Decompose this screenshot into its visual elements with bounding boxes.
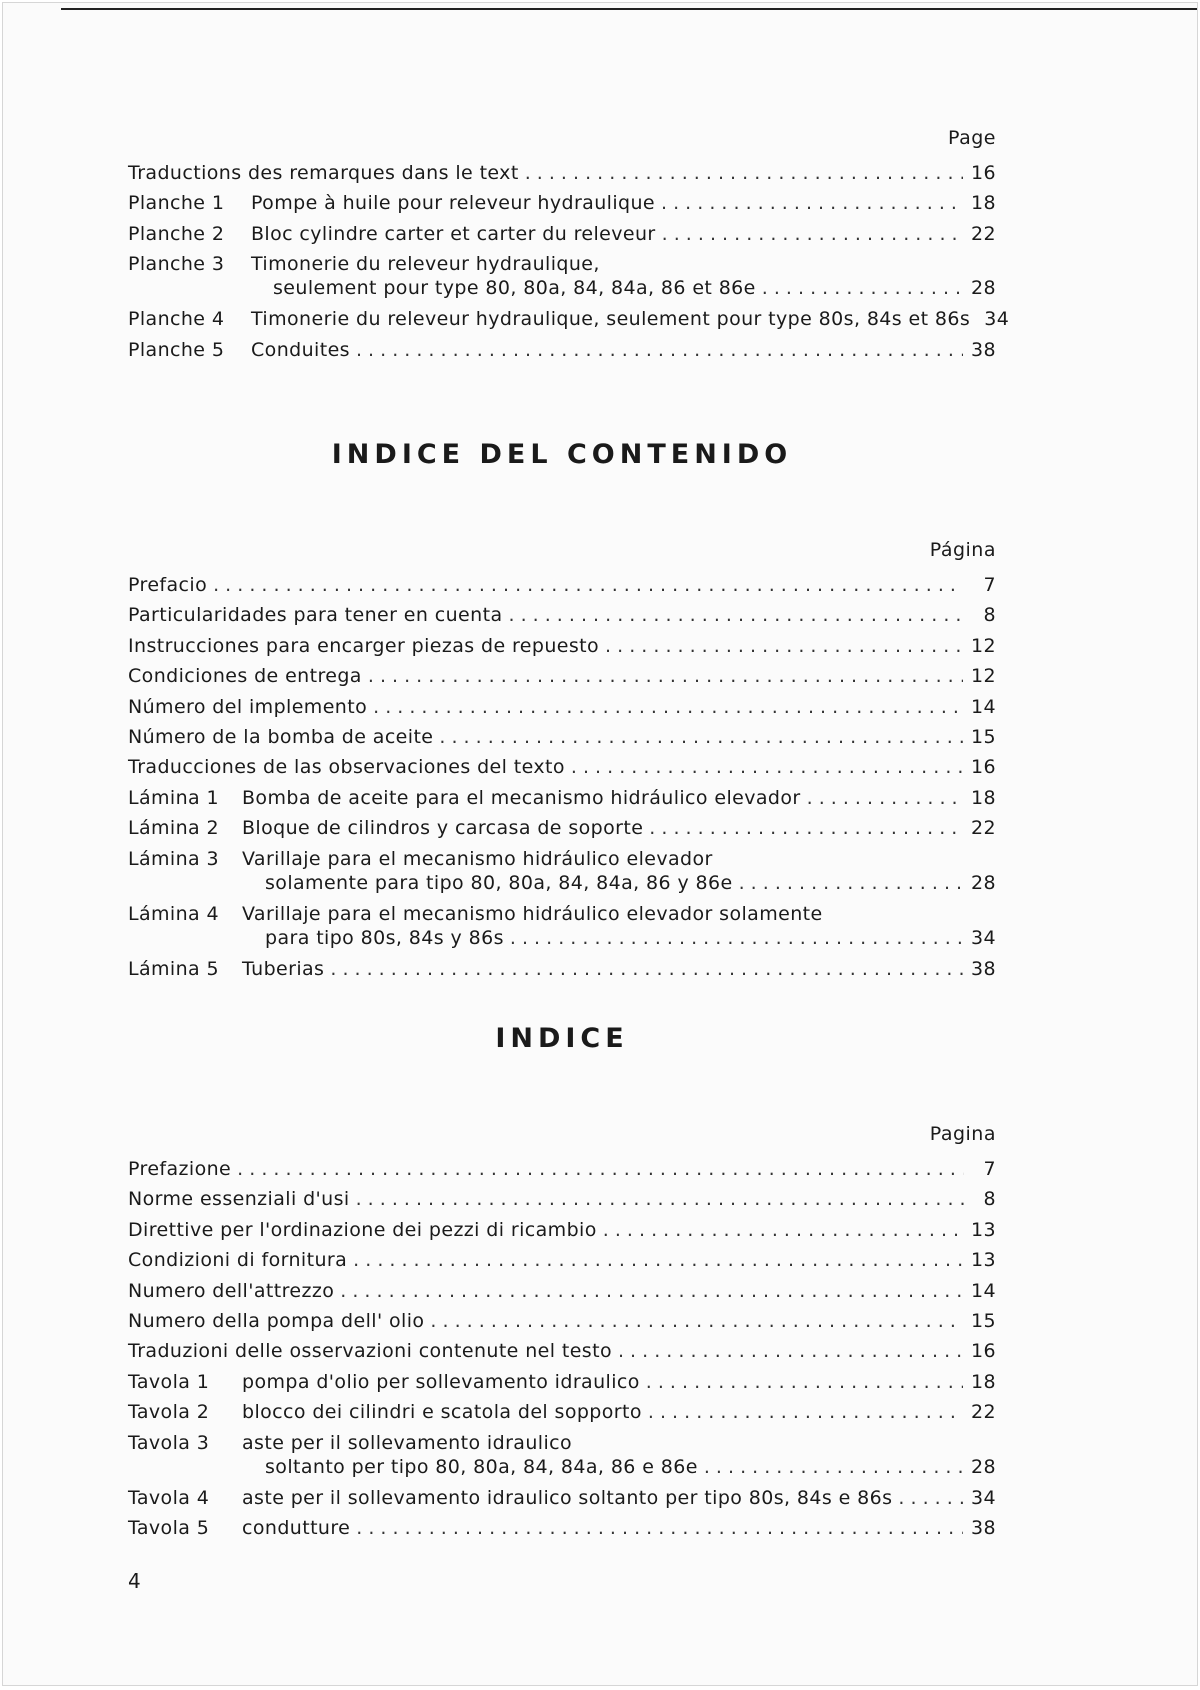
plate-label: Tavola 5 [128, 1516, 210, 1539]
plate-label: Lámina 4 [128, 902, 220, 925]
toc-entry-line [128, 958, 996, 984]
entry-page-number: 34 [984, 308, 1010, 331]
entry-title: Norme essenziali d'usi [128, 1188, 350, 1211]
entry-page-number: 16 [971, 162, 996, 184]
toc-entry[interactable] [128, 787, 996, 817]
toc-entry-line [128, 696, 996, 722]
page-number: 4 [128, 1569, 141, 1593]
dot-leader [373, 696, 963, 718]
dot-leader [605, 635, 963, 657]
entry-page-number: 16 [971, 1340, 996, 1363]
plate-label: Tavola 4 [128, 1486, 210, 1509]
toc-entry[interactable] [128, 1340, 996, 1370]
toc-list [128, 162, 1010, 369]
entry-title: aste per il sollevamento idraulico soltanto per tipo 80s, 84s e 86s [242, 1486, 893, 1509]
entry-page-number: 28 [971, 1455, 996, 1478]
toc-entry-line [128, 1487, 996, 1513]
entry-title: Numero dell'attrezzo [128, 1279, 335, 1302]
toc-entry-line [128, 192, 996, 218]
dot-leader [739, 872, 963, 894]
page-column-header: Page [948, 127, 996, 149]
entry-title: Varillaje para el mecanismo hidráulico elevador solamente [242, 902, 823, 925]
toc-entry[interactable] [128, 308, 1010, 338]
toc-entry[interactable] [128, 696, 996, 726]
dot-leader [603, 1219, 963, 1241]
toc-entry[interactable] [128, 192, 996, 222]
toc-entry-line [128, 1219, 996, 1245]
toc-entry[interactable] [128, 903, 996, 958]
dot-leader [330, 958, 963, 980]
entry-title: Bloc cylindre carter et carter du releveur [251, 222, 656, 245]
toc-entry[interactable] [128, 574, 996, 604]
toc-entry[interactable] [128, 665, 996, 695]
entry-title: Prefazione [128, 1158, 232, 1180]
entry-title-continued: solamente para tipo 80, 80a, 84, 84a, 86 y 86e [265, 871, 733, 894]
entry-page-number: 12 [971, 634, 996, 657]
toc-entry[interactable] [128, 1158, 996, 1188]
section-title: INDICE DEL CONTENIDO [331, 439, 793, 470]
toc-entry-line [128, 1310, 996, 1336]
toc-entry-line [128, 339, 996, 365]
toc-entry[interactable] [128, 1280, 996, 1310]
entry-page-number: 14 [971, 1279, 996, 1302]
entry-page-number: 22 [971, 817, 996, 840]
entry-title: Varillaje para el mecanismo hidráulico elevador [242, 847, 713, 870]
toc-entry-line [128, 1188, 996, 1214]
toc-entry-line [128, 574, 996, 600]
dot-leader [213, 574, 964, 596]
entry-title: Condiciones de entrega [128, 665, 362, 688]
toc-entry-line [128, 223, 996, 249]
toc-entry-line [128, 787, 996, 813]
toc-entry[interactable] [128, 162, 996, 192]
toc-entry[interactable] [128, 756, 996, 786]
plate-label: Lámina 1 [128, 786, 220, 809]
toc-entry[interactable] [128, 1401, 996, 1431]
entry-page-number: 12 [971, 665, 996, 688]
entry-page-number: 7 [983, 574, 996, 596]
plate-label: Planche 1 [128, 192, 225, 215]
dot-leader [510, 927, 963, 949]
dot-leader [430, 1310, 963, 1332]
entry-page-number: 15 [971, 725, 996, 748]
toc-entry[interactable] [128, 958, 996, 988]
dot-leader [340, 1280, 963, 1302]
dot-leader [762, 277, 963, 299]
entry-title: Instrucciones para encarger piezas de repuesto [128, 634, 600, 657]
toc-list [128, 1158, 996, 1547]
toc-entry[interactable] [128, 1371, 996, 1401]
toc-entry[interactable] [128, 848, 996, 903]
toc-entry-line [128, 308, 1010, 334]
dot-leader [704, 1456, 963, 1478]
page-column-header: Pagina [929, 1123, 996, 1145]
entry-page-number: 34 [971, 1486, 996, 1509]
entry-page-number: 18 [971, 786, 996, 809]
french-toc-section [128, 127, 1010, 369]
entry-title: Traductions des remarques dans le text [128, 162, 519, 184]
entry-page-number: 14 [971, 695, 996, 718]
toc-entry-line [128, 756, 996, 782]
toc-entry[interactable] [128, 339, 996, 369]
toc-entry-line [128, 665, 996, 691]
dot-leader [571, 756, 963, 778]
plate-label: Planche 2 [128, 222, 225, 245]
toc-entry-line [128, 277, 996, 303]
plate-label: Tavola 3 [128, 1431, 210, 1454]
toc-entry-line [128, 1371, 996, 1397]
toc-entry-line [128, 927, 996, 953]
dot-leader [661, 192, 963, 214]
entry-title-continued: soltanto per tipo 80, 80a, 84, 84a, 86 e 86e [265, 1455, 698, 1478]
plate-label: Tavola 1 [128, 1370, 210, 1393]
entry-title: Particularidades para tener en cuenta [128, 604, 503, 627]
entry-page-number: 38 [971, 957, 996, 980]
plate-label: Tavola 2 [128, 1401, 210, 1424]
dot-leader [356, 1188, 964, 1210]
entry-page-number: 22 [971, 1401, 996, 1424]
toc-entry[interactable] [128, 1249, 996, 1279]
plate-label: Planche 3 [128, 253, 225, 276]
entry-page-number: 28 [971, 871, 996, 894]
page-column-header: Página [929, 539, 996, 561]
dot-leader [662, 223, 963, 245]
entry-page-number: 13 [971, 1249, 996, 1272]
entry-page-number: 22 [971, 222, 996, 245]
toc-entry[interactable] [128, 817, 996, 847]
toc-entry-line [128, 162, 996, 188]
entry-page-number: 38 [971, 1516, 996, 1539]
toc-entry-line [128, 1280, 996, 1306]
toc-entry-line [128, 604, 996, 630]
plate-label: Lámina 3 [128, 847, 220, 870]
dot-leader [356, 339, 963, 361]
dot-leader [649, 817, 963, 839]
dot-leader [898, 1487, 963, 1509]
toc-entry-line [128, 1158, 996, 1184]
entry-title: Bomba de aceite para el mecanismo hidráulico elevador [242, 786, 801, 809]
dot-leader [508, 604, 964, 626]
toc-entry-line [128, 1249, 996, 1275]
toc-entry-line [128, 872, 996, 898]
toc-entry[interactable] [128, 1487, 996, 1517]
toc-entry-line [128, 1517, 996, 1543]
section-title: INDICE [495, 1023, 629, 1054]
dot-leader [807, 787, 963, 809]
entry-title: Direttive per l'ordinazione dei pezzi di ricambio [128, 1218, 597, 1241]
document-page [2, 2, 1198, 1686]
entry-title: aste per il sollevamento idraulico [242, 1431, 572, 1454]
entry-title: pompa d'olio per sollevamento idraulico [242, 1370, 640, 1393]
toc-entry-line [128, 726, 996, 752]
toc-entry-line [128, 848, 996, 874]
entry-title: Traduzioni delle osservazioni contenute nel testo [128, 1340, 612, 1363]
entry-title: Numero della pompa dell' olio [128, 1309, 425, 1332]
toc-entry-line [128, 635, 996, 661]
entry-title: Traducciones de las observaciones del texto [128, 756, 565, 779]
entry-title: Timonerie du releveur hydraulique, seulement pour type 80s, 84s et 86s [251, 308, 971, 331]
toc-entry-line [128, 1340, 996, 1366]
spanish-toc-section [128, 439, 996, 988]
entry-title: Bloque de cilindros y carcasa de soporte [242, 817, 644, 840]
toc-entry[interactable] [128, 1310, 996, 1340]
plate-label: Planche 5 [128, 338, 225, 361]
toc-entry[interactable] [128, 1432, 996, 1487]
entry-page-number: 15 [971, 1309, 996, 1332]
dot-leader [646, 1371, 963, 1393]
top-rule [61, 8, 1197, 10]
entry-title: Pompe à huile pour releveur hydraulique [251, 192, 656, 215]
toc-entry-line [128, 817, 996, 843]
entry-page-number: 8 [983, 604, 996, 627]
dot-leader [237, 1158, 964, 1180]
dot-leader [353, 1249, 963, 1271]
entry-title: blocco dei cilindri e scatola del sopporto [242, 1401, 642, 1424]
toc-entry[interactable] [128, 223, 996, 253]
toc-entry-line [128, 253, 996, 279]
toc-entry[interactable] [128, 253, 996, 308]
entry-title: Tuberias [242, 957, 325, 980]
entry-page-number: 34 [971, 926, 996, 949]
toc-entry-line [128, 903, 996, 929]
dot-leader [648, 1401, 963, 1423]
toc-entry[interactable] [128, 1219, 996, 1249]
dot-leader [368, 665, 963, 687]
entry-page-number: 28 [971, 277, 996, 300]
toc-entry[interactable] [128, 1517, 996, 1547]
toc-entry-line [128, 1456, 996, 1482]
toc-entry[interactable] [128, 604, 996, 634]
dot-leader [618, 1340, 963, 1362]
plate-label: Planche 4 [128, 308, 225, 331]
entry-title-continued: seulement pour type 80, 80a, 84, 84a, 86 et 86e [273, 277, 756, 300]
italian-toc-section [128, 1023, 996, 1547]
toc-entry[interactable] [128, 726, 996, 756]
entry-title: Timonerie du releveur hydraulique, [251, 253, 600, 276]
dot-leader [356, 1517, 963, 1539]
dot-leader [439, 726, 963, 748]
toc-entry[interactable] [128, 1188, 996, 1218]
entry-title-continued: para tipo 80s, 84s y 86s [265, 926, 504, 949]
entry-page-number: 18 [971, 192, 996, 215]
entry-page-number: 16 [971, 756, 996, 779]
dot-leader [525, 162, 963, 184]
entry-page-number: 18 [971, 1370, 996, 1393]
entry-title: Condizioni di fornitura [128, 1249, 348, 1272]
entry-title: Conduites [251, 338, 350, 361]
toc-list [128, 574, 996, 988]
toc-entry[interactable] [128, 635, 996, 665]
toc-entry-line [128, 1401, 996, 1427]
entry-title: Número de la bomba de aceite [128, 725, 434, 748]
plate-label: Lámina 2 [128, 817, 220, 840]
entry-page-number: 8 [983, 1188, 996, 1211]
entry-title: condutture [242, 1516, 351, 1539]
entry-title: Número del implemento [128, 695, 368, 718]
plate-label: Lámina 5 [128, 957, 220, 980]
entry-page-number: 13 [971, 1218, 996, 1241]
entry-page-number: 38 [971, 338, 996, 361]
entry-title: Prefacio [128, 574, 208, 596]
toc-entry-line [128, 1432, 996, 1458]
entry-page-number: 7 [983, 1158, 996, 1180]
